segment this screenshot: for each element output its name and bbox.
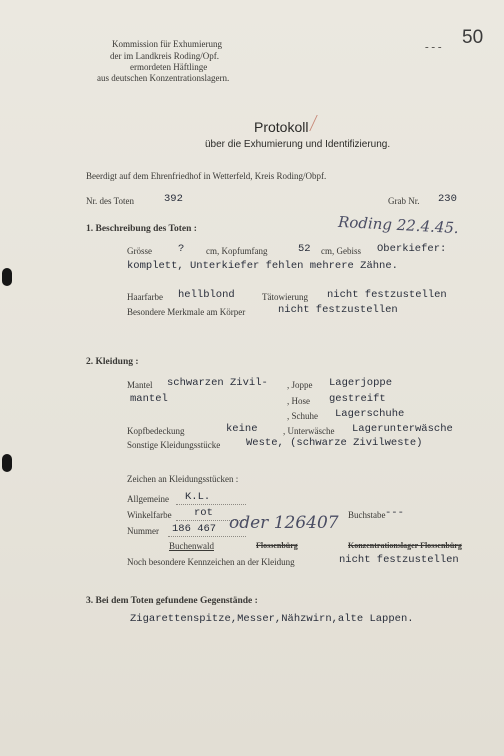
groesse-label: Grösse bbox=[127, 246, 152, 256]
schuhe-label: , Schuhe bbox=[287, 411, 318, 421]
grab-label: Grab Nr. bbox=[388, 196, 420, 206]
nummer-value: 186 467 bbox=[172, 523, 217, 535]
schuhe-value: Lagerschuhe bbox=[335, 408, 405, 420]
burial-line: Beerdigt auf dem Ehrenfriedhof in Wetterfeld, Kreis Roding/Obpf. bbox=[86, 171, 327, 181]
grab-value: 230 bbox=[438, 193, 457, 205]
unterwaesche-value: Lagerunterwäsche bbox=[352, 423, 453, 435]
hose-label: , Hose bbox=[287, 396, 310, 406]
kopfumfang-label: cm, Kopfumfang bbox=[206, 246, 268, 256]
kopfbedeckung-value: keine bbox=[226, 423, 258, 435]
winkelfarbe-value: rot bbox=[194, 507, 213, 519]
struck-konzentrationslager: Konzentrationslager Flossenbürg bbox=[348, 541, 462, 550]
mantel-value: schwarzen Zivil- bbox=[167, 377, 268, 389]
gebiss-value: Oberkiefer: bbox=[377, 243, 447, 255]
merkmale-value: nicht festzustellen bbox=[278, 304, 398, 316]
header-line-3: ermordeten Häftlinge bbox=[130, 62, 208, 72]
groesse-value: ? bbox=[178, 243, 185, 255]
buchstabe-label: Buchstabe bbox=[348, 510, 386, 520]
sonstige-value: Weste, (schwarze Zivilweste) bbox=[246, 437, 423, 449]
joppe-value: Lagerjoppe bbox=[329, 377, 393, 389]
allgemeine-value: K.L. bbox=[185, 491, 211, 503]
sonstige-label: Sonstige Kleidungsstücke bbox=[127, 440, 221, 450]
buchenwald-label: Buchenwald bbox=[169, 541, 214, 551]
struck-flossenbuerg: Flossenbürg bbox=[256, 541, 298, 550]
merkmale-label: Besondere Merkmale am Körper bbox=[127, 307, 246, 317]
buchstabe-value: --- bbox=[385, 507, 404, 519]
nummer-label: Nummer bbox=[127, 526, 159, 536]
zeichen-label: Zeichen an Kleidungsstücken : bbox=[127, 474, 239, 484]
punch-hole-bottom bbox=[2, 454, 12, 472]
header-line-1: Kommission für Exhumierung bbox=[112, 39, 222, 49]
red-mark-icon bbox=[309, 115, 331, 131]
section-3-heading: 3. Bei dem Toten gefundene Gegenstände : bbox=[86, 596, 258, 606]
mantel-label: Mantel bbox=[127, 380, 153, 390]
kennzeichen-value: nicht festzustellen bbox=[339, 554, 459, 566]
nummer-dotted-line bbox=[168, 536, 246, 537]
nummer-handwritten: oder 126407 bbox=[229, 513, 339, 533]
haarfarbe-label: Haarfarbe bbox=[127, 292, 163, 302]
section-1-heading: 1. Beschreibung des Toten : bbox=[86, 224, 197, 234]
mantel-value-line-2: mantel bbox=[130, 393, 168, 405]
handwritten-place-date: Roding 22.4.45. bbox=[337, 212, 460, 238]
punch-hole-top bbox=[2, 268, 12, 286]
kennzeichen-label: Noch besondere Kennzeichen an der Kleidung bbox=[127, 557, 295, 567]
gebiss-value-line-2: komplett, Unterkiefer fehlen mehrere Zähne. bbox=[127, 260, 398, 272]
taetowierung-value: nicht festzustellen bbox=[327, 289, 447, 301]
kopfumfang-value: 52 bbox=[298, 243, 311, 255]
header-line-4: aus deutschen Konzentrationslagern. bbox=[97, 73, 230, 83]
unterwaesche-label: , Unterwäsche bbox=[283, 426, 335, 436]
allgemeine-dotted-line bbox=[176, 504, 246, 505]
winkelfarbe-label: Winkelfarbe bbox=[127, 510, 172, 520]
joppe-label: , Joppe bbox=[287, 380, 313, 390]
header-line-2: der im Landkreis Roding/Opf. bbox=[110, 51, 219, 61]
gebiss-label: cm, Gebiss bbox=[321, 246, 361, 256]
nr-toten-value: 392 bbox=[164, 193, 183, 205]
section-2-heading: 2. Kleidung : bbox=[86, 357, 139, 367]
haarfarbe-value: hellblond bbox=[178, 289, 235, 301]
document-subtitle: über die Exhumierung und Identifizierung. bbox=[205, 139, 391, 150]
hose-value: gestreift bbox=[329, 393, 386, 405]
kopfbedeckung-label: Kopfbedeckung bbox=[127, 426, 185, 436]
nr-toten-label: Nr. des Toten bbox=[86, 196, 134, 206]
taetowierung-label: Tätowierung bbox=[262, 292, 308, 302]
document-title: Protokoll bbox=[254, 119, 309, 135]
section-3-value: Zigarettenspitze,Messer,Nähzwirn,alte Lappen. bbox=[130, 613, 414, 625]
page-number: 50 bbox=[462, 27, 484, 48]
allgemeine-label: Allgemeine bbox=[127, 494, 169, 504]
page-dashes: - - - bbox=[425, 41, 442, 53]
